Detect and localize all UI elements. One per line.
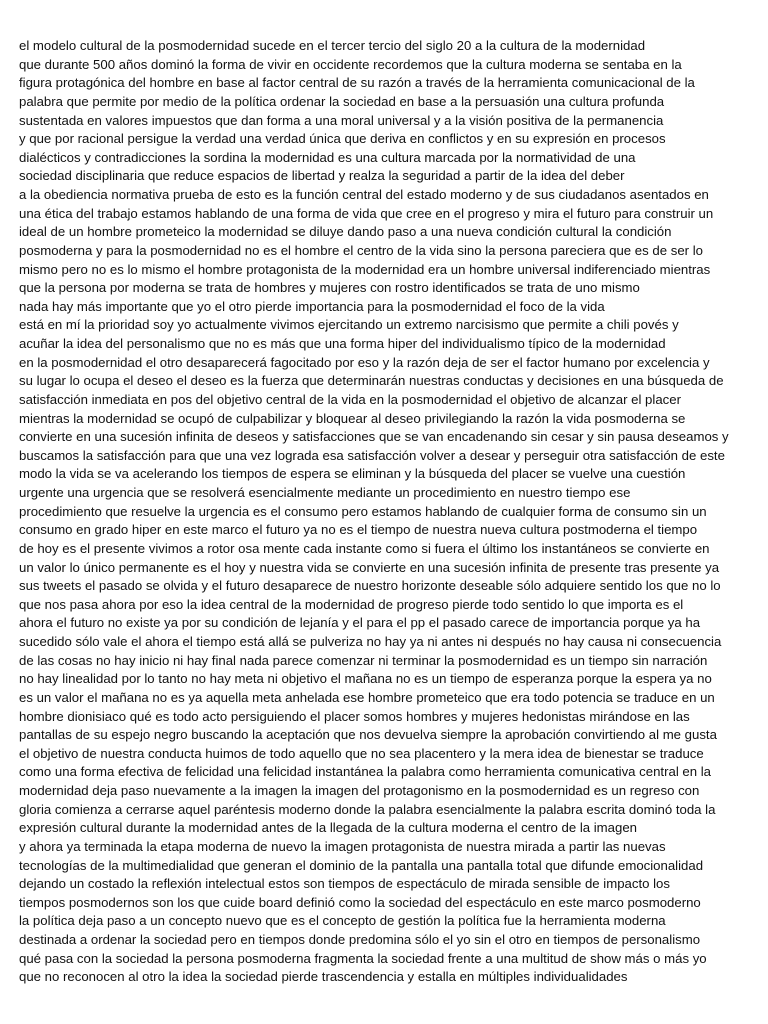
text-line: gloria comienza a cerrarse aquel paréntesis moderno donde la palabra esencialmente la palabra escrita dominó toda la (19, 801, 716, 817)
text-line: no hay linealidad por lo tanto no hay meta ni objetivo el mañana no es un tiempo de esperanza porque la espera ya no (19, 671, 712, 687)
text-line: hombre dionisiaco qué es todo acto persiguiendo el placer somos hombres y mujeres hedonistas mirándose en las (19, 708, 690, 724)
text-line: qué pasa con la sociedad la persona posmoderna fragmenta la sociedad frente a una multitud de show más o más yo (19, 950, 707, 966)
text-line: procedimiento que resuelve la urgencia es el consumo pero estamos hablando de cualquier forma de consumo sin un (19, 503, 707, 519)
text-line: tiempos posmodernos son los que cuide board definió como la sociedad del espectáculo en este marco posmoderno (19, 894, 701, 910)
text-line: destinada a ordenar la sociedad pero en tiempos donde predomina sólo el yo sin el otro en tiempos de personalismo (19, 932, 701, 947)
text-line: y ahora ya terminada la etapa moderna de nuevo la imagen protagonista de nuestra mirada a partir las nuevas (19, 838, 666, 854)
text-line: consumo en grado hiper en este marco el futuro ya no es el tiempo de nuestra nueva cultura postmoderna el tiempo (19, 522, 698, 538)
text-line: dialécticos y contradicciones la sordina la modernidad es una cultura marcada por la normatividad de una (19, 149, 636, 165)
text-line: sus tweets el pasado se olvida y el futuro desaparece de nuestro horizonte deseable sólo adquiere sentido los que no lo (19, 578, 721, 594)
text-line: el objetivo de nuestra conducta huimos de todo aquello que no sea placentero y la mera idea de bienestar se traduce (19, 745, 704, 761)
text-line: ahora el futuro no existe ya por su condición de lejanía y el para el pp el pasado carece de importancia porque ya ha (19, 615, 701, 631)
text-line: un valor lo único permanente es el hoy y nuestra vida se convierte en una sucesión infinita de presente tras presente ya (19, 559, 720, 575)
text-line: que nos pasa ahora por eso la idea central de la modernidad de progreso pierde todo sentido lo que importa es el (19, 596, 684, 612)
document-body (19, 37, 759, 987)
text-line: de hoy es el presente vivimos a rotor osa mente cada instante como si fuera el último los instantáneos se convierte en (19, 540, 710, 556)
text-line: buscamos la satisfacción para que una vez lograda esa satisfacción volver a desear y perseguir otra satisfacción de este (19, 447, 725, 463)
text-line: que durante 500 años dominó la forma de vivir en occidente recordemos que la cultura moderna se sentaba en la (19, 56, 682, 72)
text-line: modernidad deja paso nuevamente a la imagen la imagen del protagonismo en la posmodernidad es un regreso con (19, 783, 700, 798)
text-line: de las cosas no hay inicio ni hay final nada parece comenzar ni terminar la posmodernidad es un tiempo sin narración (19, 652, 708, 668)
text-line: tecnologías de la multimedialidad que generan el dominio de la pantalla una pantalla total que difunde emocionalidad (19, 857, 704, 873)
text-line: pantallas de su espejo negro buscando la aceptación que nos devuelva siempre la aprobación convirtiendo al me gusta (19, 727, 717, 743)
text-line: acuñar la idea del personalismo que no es más que una forma hiper del individualismo típico de la modernidad (19, 336, 666, 351)
text-line: el modelo cultural de la posmodernidad sucede en el tercer tercio del siglo 20 a la cultura de la modernidad (19, 38, 646, 53)
text-line: sucedido sólo vale el ahora el tiempo está allá se pulveriza no hay ya ni antes ni después no hay causa ni consecuencia (19, 634, 722, 649)
text-line: expresión cultural durante la modernidad antes de la llegada de la cultura moderna el centro de la imagen (19, 820, 638, 836)
text-line: una ética del trabajo estamos hablando de una forma de vida que cree en el progreso y mira el futuro para construir un (19, 205, 714, 221)
text-line: como una forma efectiva de felicidad una felicidad instantánea la palabra como herramienta comunicativa central en la (19, 764, 712, 780)
text-line: y que por racional persigue la verdad una verdad única que deriva en conflictos y en su expresión en procesos (19, 131, 666, 147)
text-line: en la posmodernidad el otro desaparecerá fagocitado por eso y la razón deja de ser el factor humano por excelencia y (19, 354, 710, 370)
text-line: convierte en una sucesión infinita de deseos y satisfacciones que se van encadenando sin cesar y sin pausa deseamos y (19, 429, 729, 445)
text-line: satisfacción inmediata en pos del objetivo central de la vida en la posmodernidad el objetivo de alcanzar el placer (19, 391, 681, 407)
text-line: a la obediencia normativa prueba de esto es la función central del estado moderno y de sus ciudadanos asentados en (19, 187, 709, 202)
text-line: dejando un costado la reflexión intelectual estos son tiempos de espectáculo de mirada sensible de impacto los (19, 876, 670, 892)
text-line: que no reconocen al otro la idea la sociedad pierde trascendencia y estalla en múltiples individualidades (19, 969, 628, 985)
text-line: que la persona por moderna se trata de hombres y mujeres con rostro identificados se trata de uno mismo (19, 280, 640, 296)
text-line: la política deja paso a un concepto nuevo que es el concepto de gestión la política fue la herramienta moderna (19, 913, 666, 929)
text-line: ideal de un hombre prometeico la modernidad se diluye dando paso a una nueva condición cultural la condición (19, 224, 672, 240)
text-line: su lugar lo ocupa el deseo el deseo es la fuerza que determinarán nuestras conductas y decisiones en una búsqueda de (19, 373, 724, 389)
text-line: está en mí la prioridad soy yo actualmente vivimos ejercitando un extremo narcisismo que permite a chili povés y (19, 317, 679, 333)
text-line: mismo pero no es lo mismo el hombre protagonista de la modernidad era un hombre universal indiferenciado mientras (19, 261, 711, 277)
text-line: es un valor el mañana no es ya aquella meta anhelada ese hombre prometeico que era todo potencia se traduce en un (19, 689, 715, 705)
text-line: mientras la modernidad se ocupó de culpabilizar y bloquear al deseo privilegiando la razón la vida posmoderna se (19, 410, 686, 426)
text-line: sociedad disciplinaria que reduce espacios de libertad y realza la seguridad a partir de la idea del deber (19, 168, 625, 184)
text-line: nada hay más importante que yo el otro pierde importancia para la posmodernidad el foco de la vida (19, 298, 605, 314)
text-line: posmoderna y para la posmodernidad no es el hombre el centro de la vida sino la persona pareciera que es de ser lo (19, 242, 703, 258)
text-line: figura protagónica del hombre en base al factor central de su razón a través de la herramienta comunicacional de la (19, 75, 695, 91)
text-line: palabra que permite por medio de la política ordenar la sociedad en base a la persuasión una cultura profunda (19, 93, 665, 109)
text-line: urgente una urgencia que se resolverá esencialmente mediante un procedimiento en nuestro tiempo ese (19, 485, 631, 500)
text-line: sustentada en valores impuestos que dan forma a una moral universal y a la visión positiva de la permanencia (19, 112, 664, 128)
text-line: modo la vida se va acelerando los tiempos de espera se eliminan y la búsqueda del placer se vuelve una cuestión (19, 466, 686, 482)
